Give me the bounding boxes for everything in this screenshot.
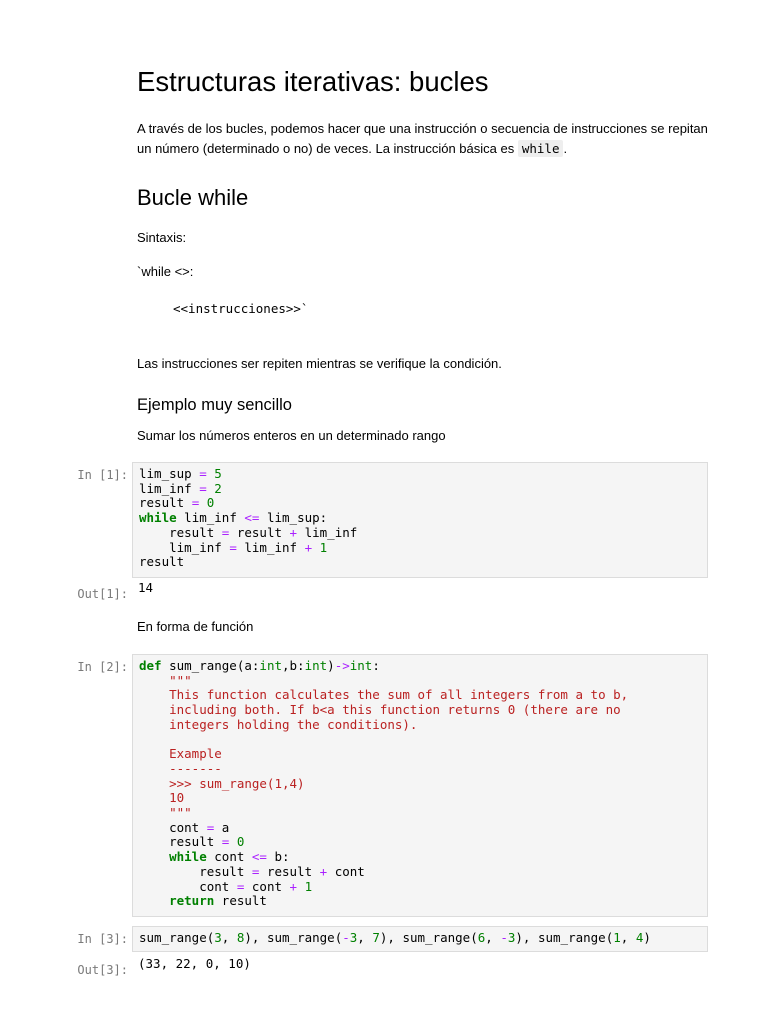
intro-end: .: [563, 141, 568, 156]
example-description: Sumar los números enteros en un determinado rango: [137, 428, 446, 443]
page-title: Estructuras iterativas: bucles: [137, 66, 489, 97]
section-heading-while: Bucle while: [137, 185, 249, 210]
sintaxis-label: Sintaxis:: [137, 230, 187, 245]
code-cell-3[interactable]: [132, 926, 708, 952]
code-cell-1-source: lim_sup = 5 lim_inf = 2 result = 0 while lim_inf <= lim_sup: result = result + lim_inf lim_inf = lim_inf + 1 result: [139, 466, 358, 570]
code-cell-1[interactable]: [132, 462, 708, 578]
code-cell-2[interactable]: [132, 654, 708, 917]
code-cell-3-source: sum_range(3, 8), sum_range(-3, 7), sum_range(6, -3), sum_range(1, 4): [139, 930, 651, 945]
output-1: 14: [138, 580, 154, 595]
out-prompt-3: Out[3]:: [77, 963, 128, 977]
while-description: Las instrucciones ser repiten mientras se verifique la condición.: [137, 356, 502, 371]
function-label: En forma de función: [137, 619, 254, 634]
intro-text: A través de los bucles, podemos hacer que una instrucción o secuencia de instrucciones se repitan un número (determinado o no) de veces. La instrucción básica es: [137, 121, 708, 156]
in-prompt-1: In [1]:: [77, 468, 128, 482]
syntax-line-2: <<instrucciones>>`: [173, 301, 309, 316]
example-heading: Ejemplo muy sencillo: [137, 396, 292, 414]
code-cell-2-source: def sum_range(a:int,b:int)->int: """ This function calculates the sum of all integers from a to b, including both. If b<a this function returns 0 (there are no integers holding the conditions). Example ------- >>> sum_range(1,4) 10 """ cont = a result = 0 while cont <= b: result = result + cont cont = cont + 1 return result: [139, 658, 629, 909]
in-prompt-3: In [3]:: [77, 932, 128, 946]
output-3: (33, 22, 0, 10): [138, 956, 251, 971]
inline-code-while: while: [518, 140, 564, 157]
syntax-line-1: `while <>:: [137, 264, 194, 279]
in-prompt-2: In [2]:: [77, 660, 128, 674]
intro-paragraph: [137, 119, 717, 159]
out-prompt-1: Out[1]:: [77, 587, 128, 601]
